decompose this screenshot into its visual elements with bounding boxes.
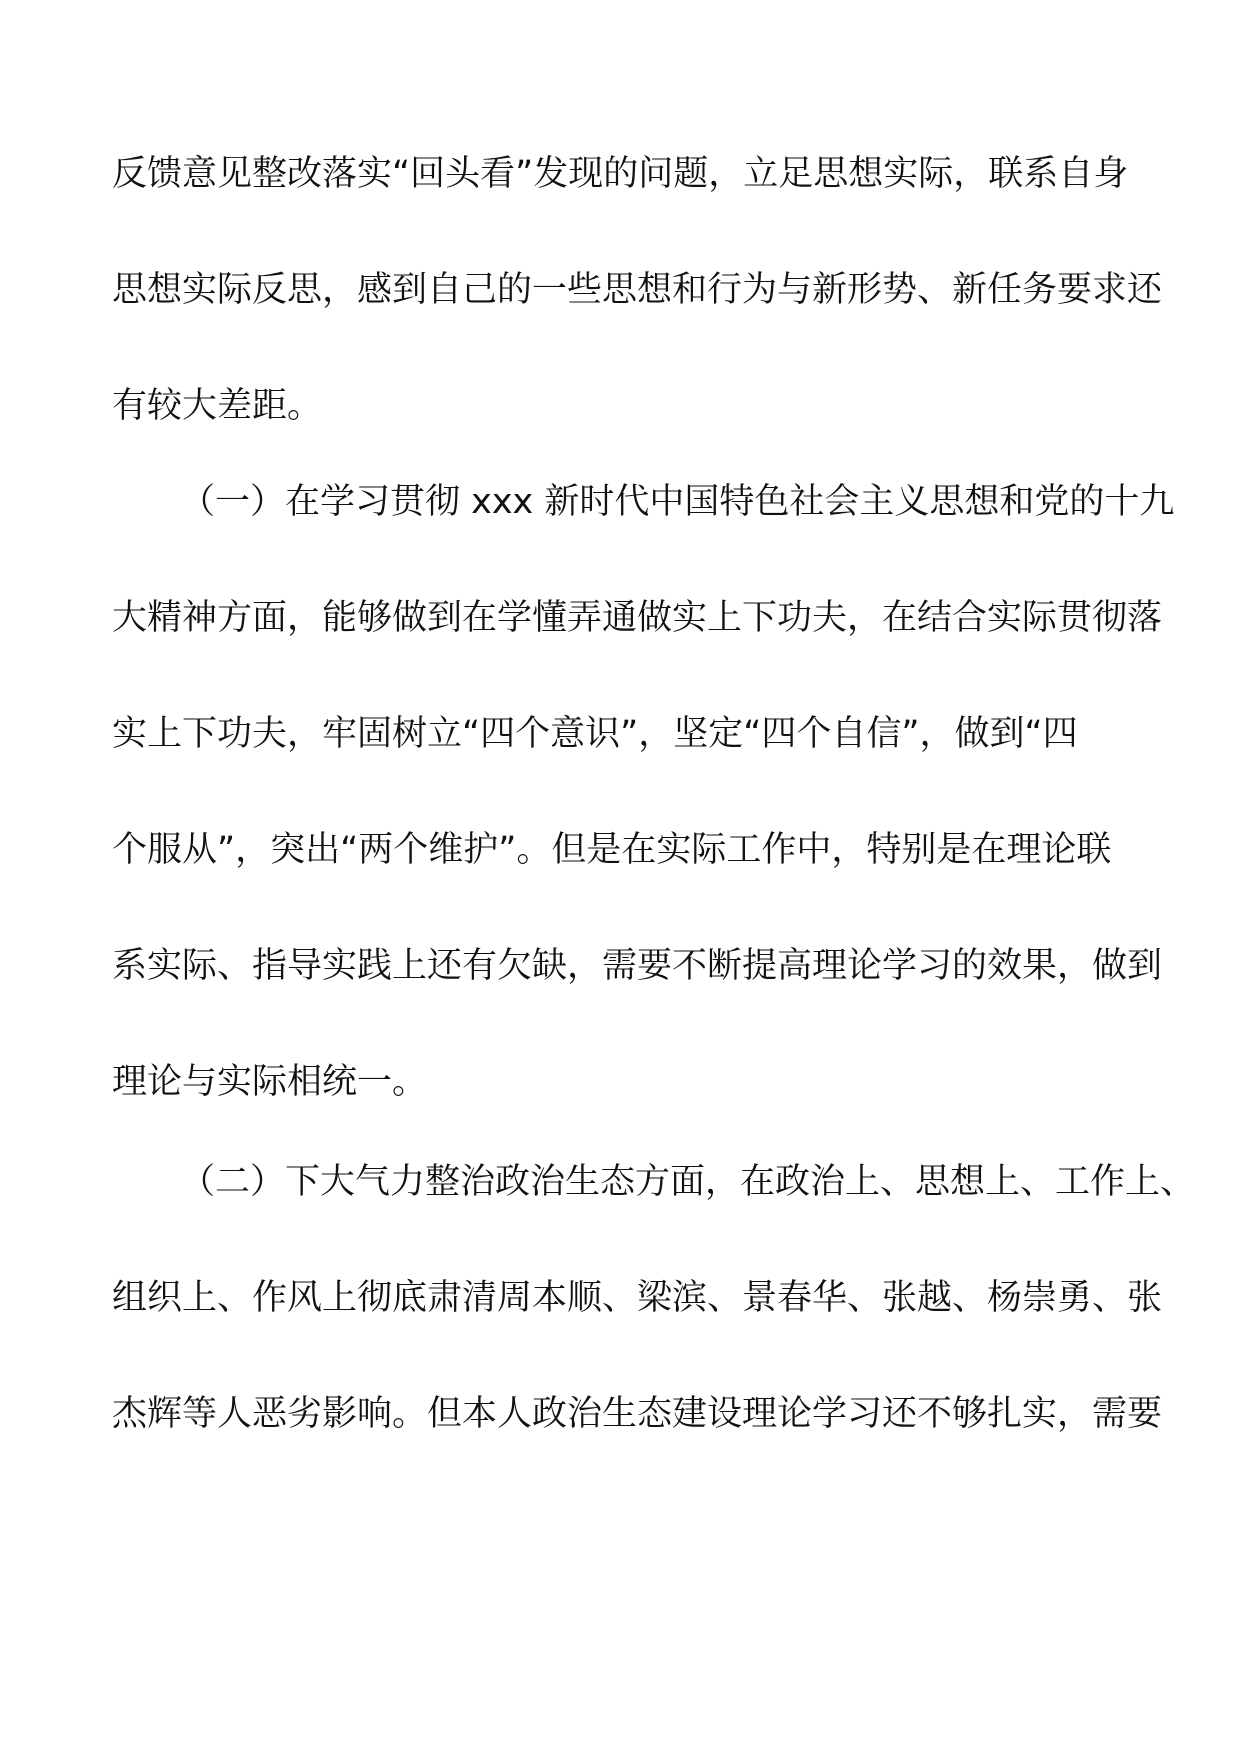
paragraph-2-first-line: （二）下大气力整治政治生态方面，在政治上、思想上、工作上、: [180, 1162, 1196, 1202]
text-line: 反馈意见整改落实“回头看”发现的问题，立足思想实际，联系自身: [112, 154, 1129, 194]
text-line: 理论与实际相统一。: [112, 1062, 428, 1102]
text-line: 个服从”，突出“两个维护”。但是在实际工作中，特别是在理论联: [112, 830, 1112, 870]
text-line: 实上下功夫，牢固树立“四个意识”，坚定“四个自信”，做到“四: [112, 714, 1078, 754]
text-line: 大精神方面，能够做到在学懂弄通做实上下功夫，在结合实际贯彻落: [112, 598, 1163, 638]
text-line: 思想实际反思，感到自己的一些思想和行为与新形势、新任务要求还: [112, 270, 1163, 310]
text-line: 系实际、指导实践上还有欠缺，需要不断提高理论学习的效果，做到: [112, 946, 1163, 986]
text-line: 杰辉等人恶劣影响。但本人政治生态建设理论学习还不够扎实，需要: [112, 1394, 1163, 1434]
text-line: 组织上、作风上彻底肃清周本顺、梁滨、景春华、张越、杨崇勇、张: [112, 1278, 1163, 1318]
text-line: 有较大差距。: [112, 386, 323, 426]
paragraph-1-first-line: （一）在学习贯彻 xxx 新时代中国特色社会主义思想和党的十九: [180, 482, 1175, 522]
